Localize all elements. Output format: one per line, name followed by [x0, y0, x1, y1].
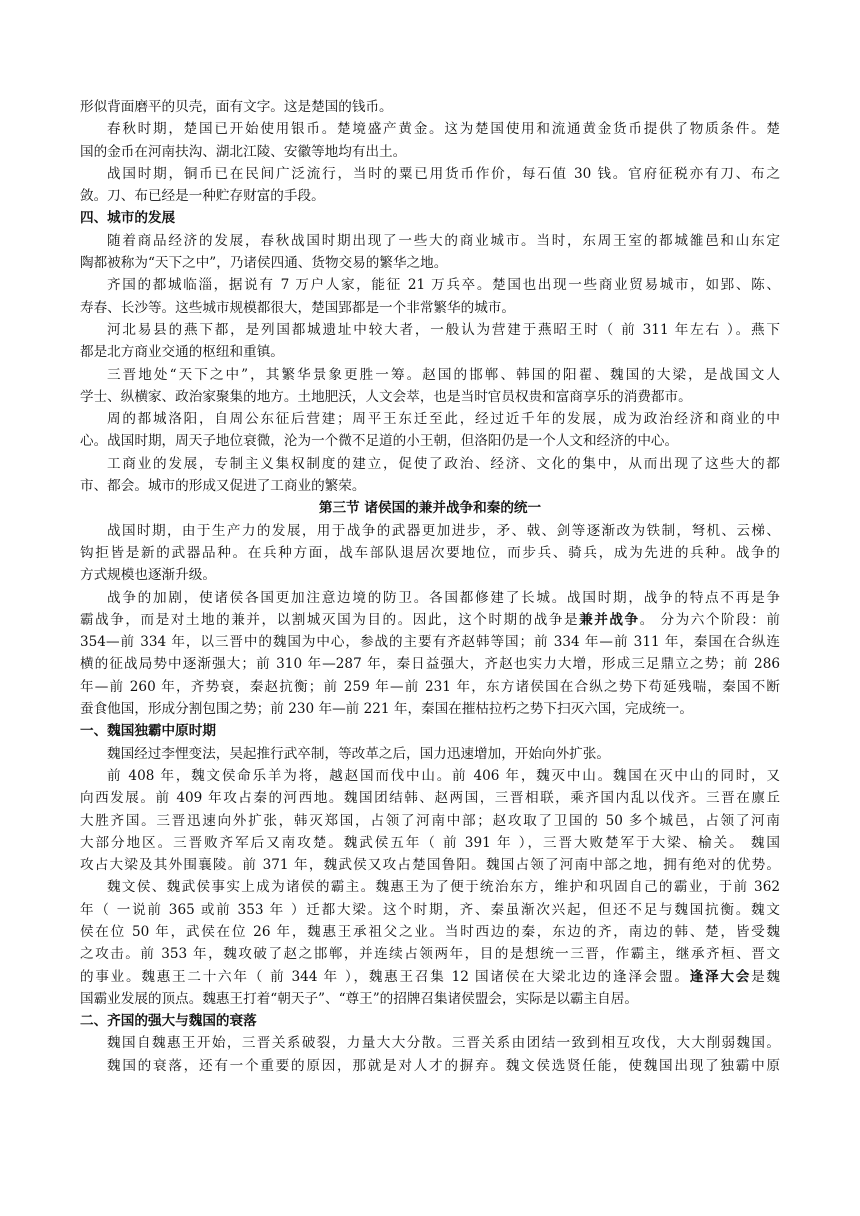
- text-line: [80, 163, 780, 185]
- line-text: 陶都被称为“天下之中”，乃诸侯四通、货物交易的繁华之地。: [80, 255, 448, 272]
- text-line: [80, 765, 780, 787]
- line-text: 国霸业发展的顶点。魏惠王打着“朝天子”、“尊王”的招牌召集诸侯盟会，实际是以霸主自居。: [80, 990, 638, 1007]
- text-line: [80, 185, 780, 207]
- text-line: [80, 141, 780, 163]
- text-line: [80, 118, 780, 140]
- line-text: 魏国的衰落，还有一个重要的原因，那就是对人才的摒弃。魏文侯选贤任能，使魏国出现了独霸中原: [107, 1057, 780, 1074]
- text-line: [80, 676, 780, 698]
- text-line: [80, 631, 780, 653]
- text-line: [80, 899, 780, 921]
- line-text: 二、齐国的强大与魏国的衰落: [80, 1013, 257, 1030]
- line-text: 侯在位 50 年，武侯在位 26 年，魏惠王承祖父之业。当时西边的秦，东边的齐，南边的韩、楚，皆受魏: [80, 923, 780, 940]
- text-line: [80, 966, 780, 988]
- line-text: 是魏: [751, 968, 780, 985]
- line-text: 方式规模也逐渐升级。: [80, 567, 216, 584]
- line-text: 横的征战局势中逐渐强大；前 310 年—287 年，秦日益强大，齐赵也实力大增，形成三足鼎立之势；前 286: [80, 656, 780, 673]
- line-text: 之攻击。前 353 年，魏攻破了赵之邯郸，并连续占领两年，目的是想统一三晋，作霸主，继承齐桓、晋文: [80, 946, 780, 963]
- line-text: 战国时期，由于生产力的发展，用于战争的武器更加进步，矛、戟、剑等逐渐改为铁制，弩机、云梯、: [107, 522, 780, 539]
- text-line: [80, 854, 780, 876]
- text-line: [80, 743, 780, 765]
- line-text: 年—前 260 年，齐势衰，秦赵抗衡；前 259 年—前 231 年，东方诸侯国在合纵之势下苟延残喘，秦国不断: [80, 678, 780, 695]
- line-text: 攻占大梁及其外围襄陵。前 371 年，魏武侯又攻占楚国鲁阳。魏国占领了河南中部之地，拥有绝对的优势。: [80, 857, 780, 874]
- text-line: [80, 1032, 780, 1054]
- text-line: [80, 252, 780, 274]
- text-line: [80, 297, 780, 319]
- line-text: 年（ 一说前 365 或前 353 年 ）迁都大梁。这个时期，齐、秦虽渐次兴起，但还不足与魏国抗衡。魏文: [80, 901, 780, 918]
- text-line: [80, 430, 780, 452]
- text-line: [80, 832, 780, 854]
- section-heading: [80, 1010, 780, 1032]
- line-text: 四、城市的发展: [80, 210, 176, 227]
- text-line: [80, 453, 780, 475]
- line-text: 敛。刀、布已经是一种贮存财富的手段。: [80, 188, 325, 205]
- line-text: 三晋地处“天下之中”，其繁华景象更胜一筹。赵国的邯郸、韩国的阳翟、魏国的大梁，是战国文人: [107, 366, 780, 383]
- line-text: 随着商品经济的发展，春秋战国时期出现了一些大的商业城市。当时，东周王室的都城雒邑和山东定: [107, 232, 780, 249]
- line-text: 354—前 334 年，以三晋中的魏国为中心，参战的主要有齐赵韩等国；前 334 年—前 311 年，秦国在合纵连: [80, 634, 780, 651]
- line-text: 都是北方商业交通的枢纽和重镇。: [80, 344, 284, 361]
- section-heading: [80, 207, 780, 229]
- text-line: [80, 319, 780, 341]
- text-line: [80, 988, 780, 1010]
- text-line: [80, 341, 780, 363]
- line-text: 霸战争，而是对土地的兼并，以割城灭国为目的。因此，这个时期的战争是: [80, 611, 580, 628]
- text-line: [80, 564, 780, 586]
- text-line: [80, 876, 780, 898]
- text-line: [80, 810, 780, 832]
- text-line: [80, 787, 780, 809]
- text-line: [80, 230, 780, 252]
- line-text: 周的都城洛阳，自周公东征后营建；周平王东迁至此，经过近千年的发展，成为政治经济和商业的中: [107, 411, 780, 428]
- line-text: 市、都会。城市的形成又促进了工商业的繁荣。: [80, 478, 366, 495]
- text-line: [80, 475, 780, 497]
- line-text: 魏国自魏惠王开始，三晋关系破裂，力量大大分散。三晋关系由团结一致到相互攻伐，大大削弱魏国。: [107, 1035, 780, 1052]
- text-line: [80, 653, 780, 675]
- line-text: 心。战国时期，周天子地位衰微，沦为一个微不足道的小王朝，但洛阳仍是一个人文和经济的中心。: [80, 433, 679, 450]
- text-line: [80, 542, 780, 564]
- document-page: [80, 96, 780, 1077]
- text-line: [80, 921, 780, 943]
- text-line: [80, 943, 780, 965]
- text-line: [80, 587, 780, 609]
- text-line: [80, 609, 780, 631]
- line-text: 的事业。魏惠王二十六年（ 前 344 年 ），魏惠王召集 12 国诸侯在大梁北边的逢泽会盟。: [80, 968, 690, 985]
- line-text: 战国时期，铜币已在民间广泛流行，当时的粟已用货币作价，每石值 30 钱。官府征税亦有刀、布之: [107, 165, 780, 182]
- text-line: [80, 520, 780, 542]
- line-text: 蚕食他国，形成分割包围之势；前 230 年—前 221 年，秦国在摧枯拉朽之势下扫灭六国，完成统一。: [80, 701, 693, 718]
- section-heading: [80, 497, 780, 519]
- bold-term: 逢泽大会: [689, 968, 752, 985]
- text-line: [80, 274, 780, 296]
- line-text: 前 408 年，魏文侯命乐羊为将，越赵国而伐中山。前 406 年，魏灭中山。魏国在灭中山的同时，又: [107, 767, 780, 784]
- text-line: [80, 408, 780, 430]
- text-line: [80, 386, 780, 408]
- line-text: 魏文侯、魏武侯事实上成为诸侯的霸主。魏惠王为了便于统治东方，维护和巩固自己的霸业，于前 362: [107, 879, 780, 896]
- line-text: 大胜齐国。三晋迅速向外扩张，韩灭郑国，占领了河南中部；赵攻取了卫国的 50 多个城邑，占领了河南: [80, 812, 780, 829]
- text-line: [80, 96, 780, 118]
- bold-term: 兼并战争: [579, 611, 640, 628]
- text-line: [80, 698, 780, 720]
- line-text: 第三节 诸侯国的兼并战争和秦的统一: [318, 500, 542, 517]
- line-text: 魏国经过李悝变法，吴起推行武卒制，等改革之后，国力迅速增加，开始向外扩张。: [107, 745, 610, 762]
- line-text: 钩拒皆是新的武器品种。在兵种方面，战车部队退居次要地位，而步兵、骑兵，成为先进的兵种。战争的: [80, 544, 780, 561]
- text-line: [80, 1055, 780, 1077]
- line-text: 一、魏国独霸中原时期: [80, 723, 216, 740]
- line-text: 春秋时期，楚国已开始使用银币。楚境盛产黄金。这为楚国使用和流通黄金货币提供了物质条件。楚: [107, 121, 780, 138]
- line-text: 大部分地区。三晋败齐军后又南攻楚。魏武侯五年（ 前 391 年 ），三晋大败楚军于大梁、榆关。 魏国: [80, 834, 780, 851]
- section-heading: [80, 720, 780, 742]
- text-line: [80, 364, 780, 386]
- line-text: 寿春、长沙等。这些城市规模都很大，楚国郢都是一个非常繁华的城市。: [80, 299, 515, 316]
- line-text: 工商业的发展，专制主义集权制度的建立，促使了政治、经济、文化的集中，从而出现了这些大的都: [107, 455, 780, 472]
- line-text: 学士、纵横家、政治家聚集的地方。土地肥沃，人文会萃，也是当时官员权贵和富商享乐的消费都市。: [80, 388, 692, 405]
- line-text: 齐国的都城临淄，据说有 7 万户人家，能征 21 万兵卒。楚国也出现一些商业贸易城市，如郢、陈、: [107, 277, 780, 294]
- line-text: 向西发展。前 409 年攻占秦的河西地。魏国团结韩、赵两国，三晋相联，乘齐国内乱以伐齐。三晋在廪丘: [80, 790, 780, 807]
- line-text: 国的金币在河南扶沟、湖北江陵、安徽等地均有出土。: [80, 143, 407, 160]
- line-text: 战争的加剧，使诸侯各国更加注意边境的防卫。各国都修建了长城。战国时期，战争的特点不再是争: [107, 589, 780, 606]
- line-text: 河北易县的燕下都，是列国都城遗址中较大者，一般认为营建于燕昭王时（ 前 311 年左右 ）。燕下: [107, 321, 780, 338]
- line-text: 形似背面磨平的贝壳，面有文字。这是楚国的钱币。: [80, 99, 393, 115]
- line-text: 。 分为六个阶段：前: [639, 611, 780, 628]
